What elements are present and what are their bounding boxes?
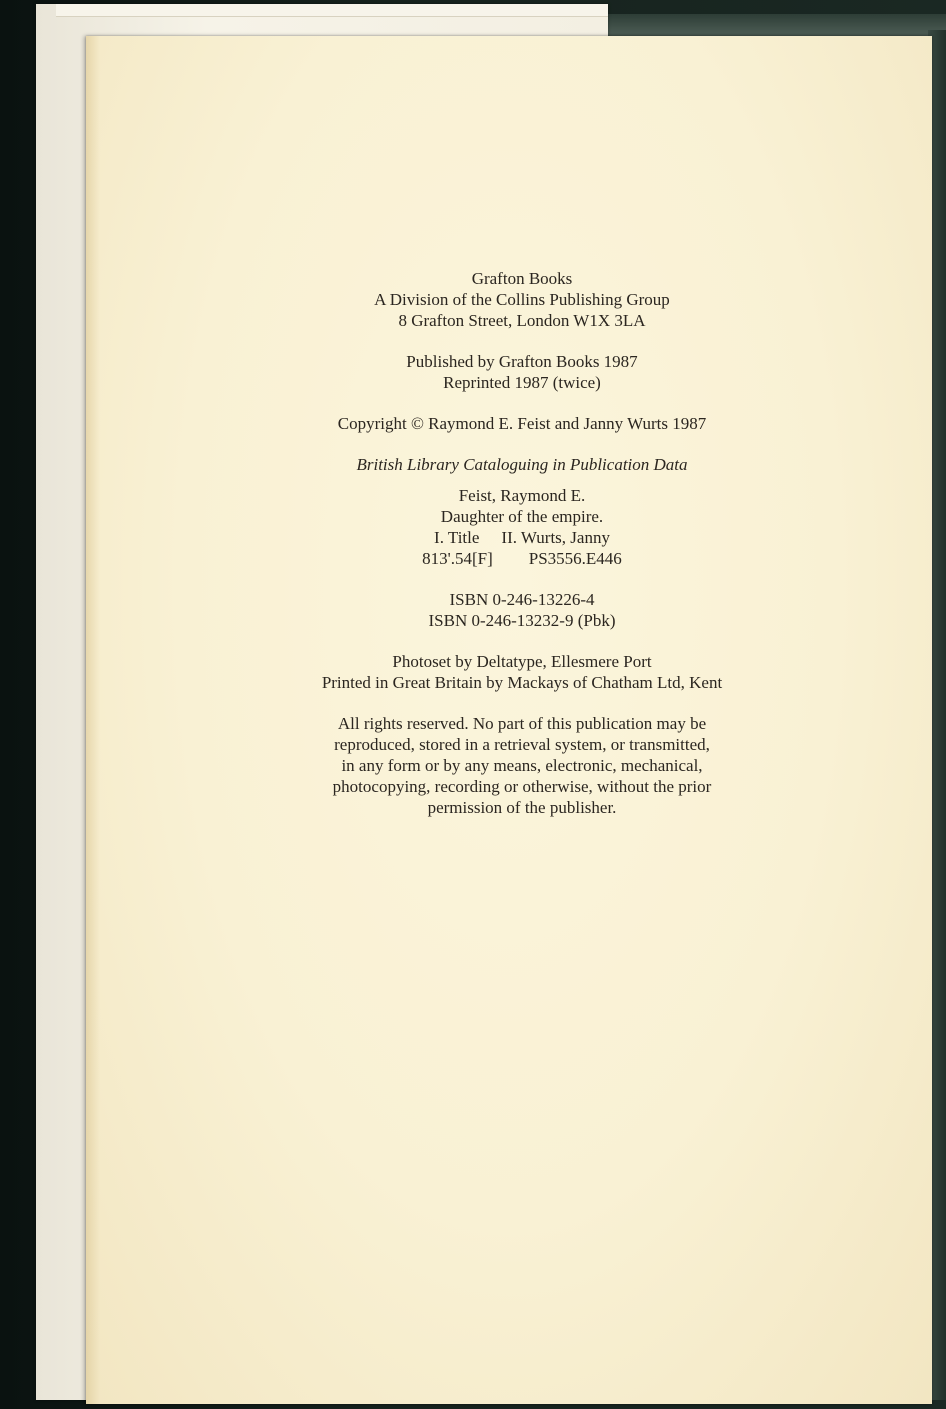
publication-history bbox=[86, 351, 946, 393]
cip-data bbox=[86, 485, 946, 569]
cip-entries bbox=[86, 527, 946, 548]
copyright-page bbox=[86, 36, 932, 1404]
cip-lc-number: PS3556.E446 bbox=[528, 549, 622, 568]
photoset-credit: Photoset by Deltatype, Ellesmere Port bbox=[392, 652, 652, 671]
imprint-block bbox=[86, 268, 946, 331]
copyright-notice-block bbox=[86, 413, 946, 434]
rights-line: All rights reserved. No part of this publication may be bbox=[337, 714, 707, 733]
cip-entry-title: I. Title bbox=[434, 528, 480, 547]
reprinted-line: Reprinted 1987 (twice) bbox=[443, 373, 601, 392]
rights-line: in any form or by any means, electronic, mechanical, bbox=[341, 756, 703, 775]
rights-line: permission of the publisher. bbox=[427, 798, 617, 817]
cip-classification-row bbox=[86, 548, 946, 569]
isbn-paperback: ISBN 0-246-13232-9 (Pbk) bbox=[428, 611, 616, 630]
rights-notice bbox=[86, 713, 946, 818]
cip-entry-coauthor: II. Wurts, Janny bbox=[501, 528, 610, 547]
copyright-page-text bbox=[86, 268, 946, 838]
isbn-hardback: ISBN 0-246-13226-4 bbox=[449, 590, 595, 609]
cip-heading-block bbox=[86, 454, 946, 475]
cip-classification: 813'.54[F] bbox=[422, 549, 493, 568]
cip-heading: British Library Cataloguing in Publication Data bbox=[356, 455, 688, 474]
isbn-block bbox=[86, 589, 946, 631]
published-line: Published by Grafton Books 1987 bbox=[406, 352, 638, 371]
production-block bbox=[86, 651, 946, 693]
rights-line: reproduced, stored in a retrieval system, or transmitted, bbox=[334, 735, 710, 754]
publisher-division: A Division of the Collins Publishing Group bbox=[374, 290, 670, 309]
rights-line: photocopying, recording or otherwise, without the prior bbox=[332, 777, 712, 796]
copyright-notice: Copyright © Raymond E. Feist and Janny Wurts 1987 bbox=[337, 414, 707, 433]
printer-credit: Printed in Great Britain by Mackays of Chatham Ltd, Kent bbox=[321, 673, 723, 692]
jacket-flap-top-edge bbox=[56, 4, 608, 17]
publisher-name: Grafton Books bbox=[471, 269, 573, 288]
cip-title: Daughter of the empire. bbox=[440, 507, 604, 526]
publisher-address: 8 Grafton Street, London W1X 3LA bbox=[398, 311, 646, 330]
cip-author: Feist, Raymond E. bbox=[458, 486, 586, 505]
